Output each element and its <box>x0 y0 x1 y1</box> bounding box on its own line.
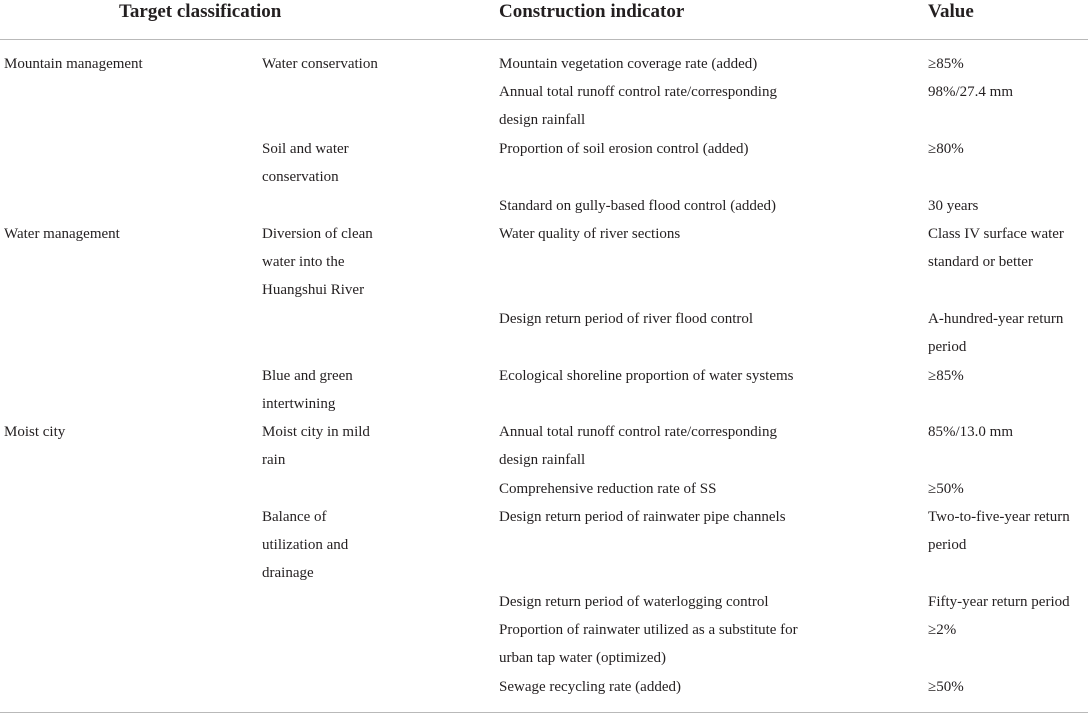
indicator-water-quality-river: Water quality of river sections <box>499 226 681 242</box>
category-moist-city: Moist city <box>4 424 66 440</box>
indicator-annual-runoff-control-mountain: Annual total runoff control rate/corresponding design rainfall <box>499 84 777 128</box>
value-ss-reduction: ≥50% <box>928 481 964 497</box>
header-construction-indicator: Construction indicator <box>499 1 685 22</box>
header-target-classification: Target classification <box>119 1 282 22</box>
value-rainwater-pipe-channels: Two-to-five-year return period <box>928 509 1070 553</box>
indicator-rainwater-substitute-tap: Proportion of rainwater utilized as a substitute for urban tap water (optimized) <box>499 622 798 666</box>
value-mountain-vegetation-coverage: ≥85% <box>928 56 964 72</box>
category-mountain-management: Mountain management <box>4 56 143 72</box>
value-rainwater-substitute-tap: ≥2% <box>928 622 957 638</box>
indicator-waterlogging-control: Design return period of waterlogging control <box>499 594 769 610</box>
subcategory-balance-utilization-drainage: Balance of utilization and drainage <box>262 509 349 581</box>
indicator-soil-erosion-control: Proportion of soil erosion control (added) <box>499 141 749 157</box>
subcategory-moist-city-mild-rain: Moist city in mild rain <box>262 424 370 468</box>
subcategory-diversion-clean-water: Diversion of clean water into the Huangshui River <box>262 226 373 298</box>
header-value: Value <box>928 1 974 22</box>
subcategory-blue-green-intertwining: Blue and green intertwining <box>262 368 353 412</box>
value-ecological-shoreline: ≥85% <box>928 368 964 384</box>
value-annual-runoff-control-moist: 85%/13.0 mm <box>928 424 1013 440</box>
value-water-quality-river: Class IV surface water standard or better <box>928 226 1064 270</box>
indicator-ecological-shoreline: Ecological shoreline proportion of water systems <box>499 368 794 384</box>
indicator-ss-reduction: Comprehensive reduction rate of SS <box>499 481 717 497</box>
indicator-annual-runoff-control-moist: Annual total runoff control rate/corresponding design rainfall <box>499 424 777 468</box>
table-bottom-divider <box>0 712 1088 713</box>
header-divider <box>0 39 1088 40</box>
indicator-mountain-vegetation-coverage: Mountain vegetation coverage rate (added) <box>499 56 758 72</box>
value-gully-flood-control: 30 years <box>928 198 979 214</box>
subcategory-soil-water-conservation: Soil and water conservation <box>262 141 349 185</box>
subcategory-water-conservation: Water conservation <box>262 56 378 72</box>
indicator-rainwater-pipe-channels: Design return period of rainwater pipe channels <box>499 509 786 525</box>
indicator-river-flood-control: Design return period of river flood control <box>499 311 754 327</box>
category-water-management: Water management <box>4 226 120 242</box>
value-annual-runoff-control-mountain: 98%/27.4 mm <box>928 84 1013 100</box>
value-waterlogging-control: Fifty-year return period <box>928 594 1070 610</box>
value-soil-erosion-control: ≥80% <box>928 141 964 157</box>
indicator-gully-flood-control: Standard on gully-based flood control (added) <box>499 198 777 214</box>
indicator-sewage-recycling: Sewage recycling rate (added) <box>499 679 681 695</box>
value-river-flood-control: A-hundred-year return period <box>928 311 1064 355</box>
value-sewage-recycling: ≥50% <box>928 679 964 695</box>
